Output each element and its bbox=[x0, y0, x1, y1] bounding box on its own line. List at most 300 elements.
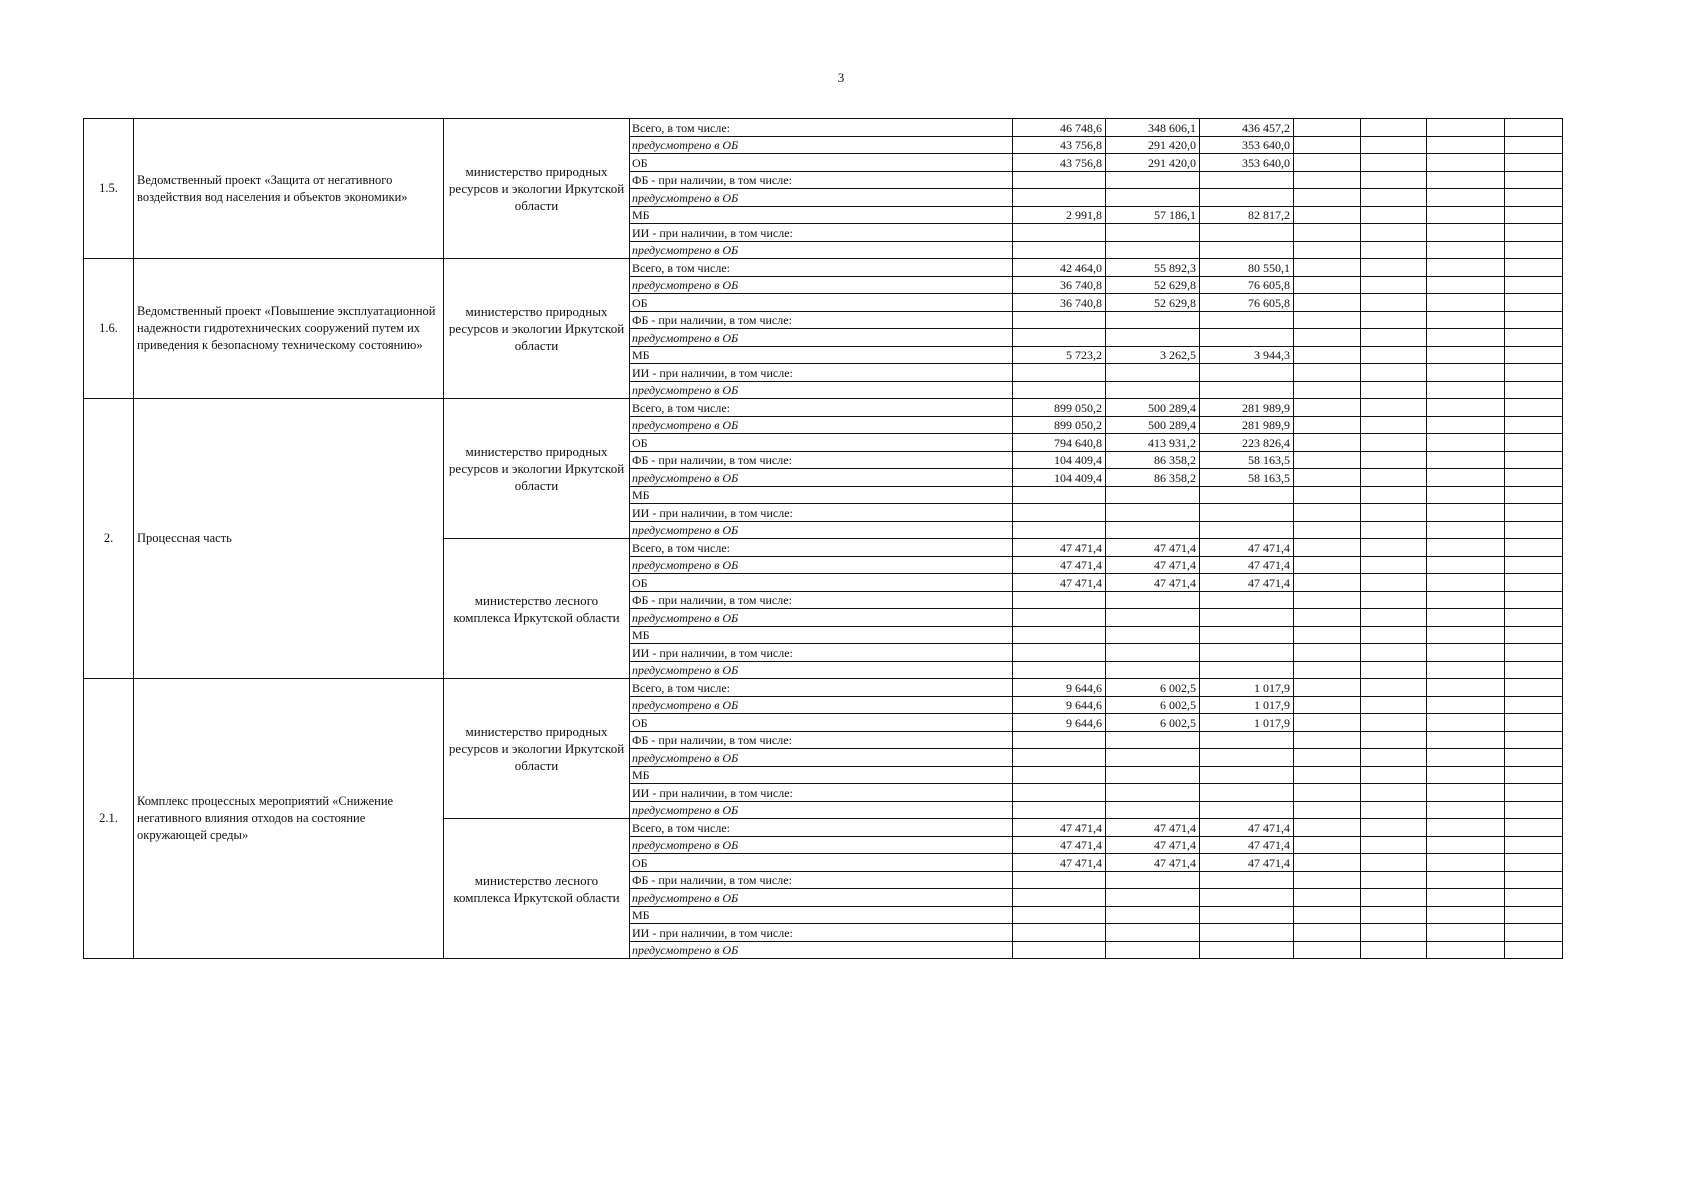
amount-cell bbox=[1294, 784, 1361, 802]
section-number: 1.6. bbox=[84, 259, 134, 399]
amount-cell: 47 471,4 bbox=[1106, 836, 1200, 854]
amount-cell: 348 606,1 bbox=[1106, 119, 1200, 137]
funding-source-label: Всего, в том числе: bbox=[630, 819, 1013, 837]
funding-source-label: предусмотрено в ОБ bbox=[630, 749, 1013, 767]
amount-cell bbox=[1106, 329, 1200, 347]
amount-cell: 76 605,8 bbox=[1200, 294, 1294, 312]
amount-cell bbox=[1013, 766, 1106, 784]
amount-cell bbox=[1294, 311, 1361, 329]
amount-cell bbox=[1294, 731, 1361, 749]
amount-cell bbox=[1505, 749, 1563, 767]
amount-cell: 47 471,4 bbox=[1013, 556, 1106, 574]
amount-cell bbox=[1505, 381, 1563, 399]
amount-cell bbox=[1294, 469, 1361, 487]
amount-cell: 5 723,2 bbox=[1013, 346, 1106, 364]
amount-cell bbox=[1427, 206, 1505, 224]
amount-cell bbox=[1361, 644, 1427, 662]
funding-source-label: ОБ bbox=[630, 154, 1013, 172]
amount-cell bbox=[1505, 626, 1563, 644]
funding-source-label: предусмотрено в ОБ bbox=[630, 521, 1013, 539]
amount-cell bbox=[1294, 329, 1361, 347]
amount-cell bbox=[1294, 521, 1361, 539]
amount-cell bbox=[1361, 906, 1427, 924]
amount-cell bbox=[1294, 346, 1361, 364]
amount-cell bbox=[1361, 819, 1427, 837]
amount-cell bbox=[1013, 801, 1106, 819]
amount-cell bbox=[1361, 206, 1427, 224]
amount-cell bbox=[1294, 451, 1361, 469]
funding-source-label: предусмотрено в ОБ bbox=[630, 189, 1013, 207]
amount-cell bbox=[1427, 924, 1505, 942]
amount-cell bbox=[1427, 329, 1505, 347]
amount-cell bbox=[1200, 731, 1294, 749]
amount-cell bbox=[1200, 749, 1294, 767]
amount-cell bbox=[1013, 171, 1106, 189]
amount-cell bbox=[1505, 591, 1563, 609]
amount-cell: 47 471,4 bbox=[1106, 539, 1200, 557]
amount-cell bbox=[1200, 609, 1294, 627]
amount-cell bbox=[1427, 224, 1505, 242]
amount-cell: 6 002,5 bbox=[1106, 679, 1200, 697]
amount-cell bbox=[1361, 854, 1427, 872]
amount-cell bbox=[1361, 434, 1427, 452]
amount-cell bbox=[1200, 941, 1294, 959]
amount-cell bbox=[1106, 171, 1200, 189]
amount-cell bbox=[1505, 766, 1563, 784]
amount-cell bbox=[1294, 486, 1361, 504]
amount-cell: 36 740,8 bbox=[1013, 294, 1106, 312]
amount-cell bbox=[1505, 276, 1563, 294]
amount-cell bbox=[1505, 469, 1563, 487]
amount-cell bbox=[1361, 241, 1427, 259]
amount-cell: 47 471,4 bbox=[1200, 836, 1294, 854]
amount-cell: 1 017,9 bbox=[1200, 679, 1294, 697]
amount-cell bbox=[1427, 609, 1505, 627]
amount-cell bbox=[1505, 556, 1563, 574]
responsible-ministry: министерство природных ресурсов и экологии Иркутской области bbox=[444, 259, 630, 399]
amount-cell: 9 644,6 bbox=[1013, 714, 1106, 732]
amount-cell bbox=[1013, 626, 1106, 644]
amount-cell: 43 756,8 bbox=[1013, 136, 1106, 154]
amount-cell bbox=[1505, 609, 1563, 627]
amount-cell bbox=[1106, 381, 1200, 399]
section-name: Ведомственный проект «Повышение эксплуатационной надежности гидротехнических сооружений путем их приведения к безопасному техническому состоянию» bbox=[134, 259, 444, 399]
amount-cell bbox=[1505, 224, 1563, 242]
amount-cell bbox=[1200, 329, 1294, 347]
amount-cell: 47 471,4 bbox=[1200, 819, 1294, 837]
amount-cell bbox=[1200, 521, 1294, 539]
table-row bbox=[84, 679, 1563, 697]
amount-cell bbox=[1200, 224, 1294, 242]
funding-source-label: ИИ - при наличии, в том числе: bbox=[630, 504, 1013, 522]
amount-cell: 52 629,8 bbox=[1106, 294, 1200, 312]
amount-cell bbox=[1294, 924, 1361, 942]
amount-cell: 82 817,2 bbox=[1200, 206, 1294, 224]
amount-cell: 55 892,3 bbox=[1106, 259, 1200, 277]
amount-cell: 47 471,4 bbox=[1200, 854, 1294, 872]
amount-cell bbox=[1505, 119, 1563, 137]
amount-cell bbox=[1427, 399, 1505, 417]
amount-cell bbox=[1013, 521, 1106, 539]
amount-cell bbox=[1427, 539, 1505, 557]
amount-cell bbox=[1294, 941, 1361, 959]
amount-cell: 794 640,8 bbox=[1013, 434, 1106, 452]
amount-cell bbox=[1200, 766, 1294, 784]
amount-cell: 291 420,0 bbox=[1106, 136, 1200, 154]
amount-cell bbox=[1294, 591, 1361, 609]
amount-cell bbox=[1200, 626, 1294, 644]
amount-cell: 500 289,4 bbox=[1106, 399, 1200, 417]
amount-cell bbox=[1361, 609, 1427, 627]
amount-cell bbox=[1361, 364, 1427, 382]
amount-cell bbox=[1361, 679, 1427, 697]
amount-cell: 58 163,5 bbox=[1200, 451, 1294, 469]
amount-cell bbox=[1427, 381, 1505, 399]
amount-cell bbox=[1013, 504, 1106, 522]
funding-source-label: ОБ bbox=[630, 294, 1013, 312]
responsible-ministry: министерство лесного комплекса Иркутской области bbox=[444, 539, 630, 679]
amount-cell bbox=[1200, 644, 1294, 662]
amount-cell: 47 471,4 bbox=[1013, 819, 1106, 837]
amount-cell bbox=[1505, 329, 1563, 347]
amount-cell bbox=[1013, 311, 1106, 329]
amount-cell bbox=[1505, 364, 1563, 382]
amount-cell bbox=[1427, 836, 1505, 854]
amount-cell bbox=[1361, 591, 1427, 609]
amount-cell bbox=[1505, 539, 1563, 557]
amount-cell bbox=[1013, 224, 1106, 242]
amount-cell: 9 644,6 bbox=[1013, 679, 1106, 697]
amount-cell bbox=[1505, 801, 1563, 819]
amount-cell bbox=[1361, 801, 1427, 819]
amount-cell bbox=[1361, 224, 1427, 242]
amount-cell bbox=[1505, 889, 1563, 907]
amount-cell bbox=[1106, 521, 1200, 539]
amount-cell bbox=[1427, 801, 1505, 819]
amount-cell bbox=[1505, 504, 1563, 522]
amount-cell bbox=[1361, 469, 1427, 487]
funding-source-label: предусмотрено в ОБ bbox=[630, 469, 1013, 487]
section-name: Комплекс процессных мероприятий «Снижение негативного влияния отходов на состояние окружающей среды» bbox=[134, 679, 444, 959]
amount-cell bbox=[1200, 171, 1294, 189]
amount-cell bbox=[1361, 836, 1427, 854]
amount-cell bbox=[1505, 521, 1563, 539]
page-number: 3 bbox=[837, 70, 845, 85]
amount-cell bbox=[1505, 854, 1563, 872]
amount-cell bbox=[1106, 731, 1200, 749]
funding-source-label: ИИ - при наличии, в том числе: bbox=[630, 924, 1013, 942]
amount-cell bbox=[1505, 346, 1563, 364]
amount-cell: 58 163,5 bbox=[1200, 469, 1294, 487]
amount-cell: 43 756,8 bbox=[1013, 154, 1106, 172]
amount-cell bbox=[1427, 871, 1505, 889]
funding-source-label: ОБ bbox=[630, 854, 1013, 872]
amount-cell bbox=[1013, 906, 1106, 924]
amount-cell bbox=[1106, 906, 1200, 924]
amount-cell bbox=[1361, 381, 1427, 399]
amount-cell bbox=[1294, 609, 1361, 627]
amount-cell: 47 471,4 bbox=[1013, 539, 1106, 557]
amount-cell bbox=[1427, 819, 1505, 837]
amount-cell bbox=[1013, 644, 1106, 662]
funding-source-label: ИИ - при наличии, в том числе: bbox=[630, 784, 1013, 802]
amount-cell: 57 186,1 bbox=[1106, 206, 1200, 224]
amount-cell bbox=[1106, 661, 1200, 679]
amount-cell: 3 262,5 bbox=[1106, 346, 1200, 364]
amount-cell bbox=[1106, 591, 1200, 609]
funding-source-label: МБ bbox=[630, 486, 1013, 504]
amount-cell: 223 826,4 bbox=[1200, 434, 1294, 452]
amount-cell bbox=[1106, 784, 1200, 802]
amount-cell bbox=[1361, 574, 1427, 592]
amount-cell bbox=[1427, 504, 1505, 522]
amount-cell bbox=[1013, 731, 1106, 749]
amount-cell bbox=[1505, 906, 1563, 924]
amount-cell bbox=[1361, 451, 1427, 469]
amount-cell: 86 358,2 bbox=[1106, 451, 1200, 469]
funding-source-label: предусмотрено в ОБ bbox=[630, 836, 1013, 854]
funding-source-label: ФБ - при наличии, в том числе: bbox=[630, 731, 1013, 749]
amount-cell bbox=[1294, 399, 1361, 417]
funding-source-label: Всего, в том числе: bbox=[630, 119, 1013, 137]
amount-cell bbox=[1427, 486, 1505, 504]
amount-cell bbox=[1505, 451, 1563, 469]
amount-cell: 6 002,5 bbox=[1106, 714, 1200, 732]
amount-cell bbox=[1505, 644, 1563, 662]
amount-cell bbox=[1361, 399, 1427, 417]
funding-source-label: МБ bbox=[630, 766, 1013, 784]
funding-source-label: ОБ bbox=[630, 574, 1013, 592]
amount-cell: 47 471,4 bbox=[1106, 574, 1200, 592]
amount-cell bbox=[1294, 766, 1361, 784]
funding-source-label: ИИ - при наличии, в том числе: bbox=[630, 644, 1013, 662]
funding-source-label: предусмотрено в ОБ bbox=[630, 661, 1013, 679]
amount-cell bbox=[1427, 591, 1505, 609]
amount-cell bbox=[1200, 486, 1294, 504]
amount-cell bbox=[1106, 801, 1200, 819]
amount-cell bbox=[1505, 714, 1563, 732]
funding-source-label: предусмотрено в ОБ bbox=[630, 329, 1013, 347]
amount-cell bbox=[1427, 189, 1505, 207]
section-number: 1.5. bbox=[84, 119, 134, 259]
amount-cell bbox=[1427, 626, 1505, 644]
amount-cell bbox=[1361, 294, 1427, 312]
amount-cell bbox=[1361, 416, 1427, 434]
amount-cell bbox=[1361, 521, 1427, 539]
amount-cell bbox=[1505, 871, 1563, 889]
amount-cell bbox=[1505, 696, 1563, 714]
amount-cell: 80 550,1 bbox=[1200, 259, 1294, 277]
amount-cell bbox=[1200, 661, 1294, 679]
amount-cell bbox=[1294, 626, 1361, 644]
amount-cell bbox=[1427, 644, 1505, 662]
amount-cell bbox=[1106, 644, 1200, 662]
amount-cell bbox=[1427, 784, 1505, 802]
amount-cell bbox=[1361, 171, 1427, 189]
amount-cell bbox=[1013, 241, 1106, 259]
financing-table bbox=[83, 118, 1563, 959]
amount-cell bbox=[1427, 259, 1505, 277]
amount-cell bbox=[1361, 486, 1427, 504]
amount-cell bbox=[1427, 854, 1505, 872]
funding-source-label: предусмотрено в ОБ bbox=[630, 241, 1013, 259]
amount-cell bbox=[1361, 311, 1427, 329]
amount-cell: 899 050,2 bbox=[1013, 416, 1106, 434]
section-number: 2. bbox=[84, 399, 134, 679]
amount-cell bbox=[1361, 329, 1427, 347]
amount-cell bbox=[1427, 364, 1505, 382]
amount-cell: 76 605,8 bbox=[1200, 276, 1294, 294]
amount-cell bbox=[1200, 924, 1294, 942]
amount-cell bbox=[1427, 119, 1505, 137]
amount-cell bbox=[1505, 171, 1563, 189]
amount-cell bbox=[1361, 154, 1427, 172]
amount-cell bbox=[1361, 346, 1427, 364]
amount-cell bbox=[1361, 784, 1427, 802]
amount-cell bbox=[1505, 731, 1563, 749]
amount-cell bbox=[1200, 889, 1294, 907]
funding-source-label: ФБ - при наличии, в том числе: bbox=[630, 311, 1013, 329]
amount-cell bbox=[1013, 661, 1106, 679]
table-body bbox=[84, 119, 1563, 959]
amount-cell bbox=[1106, 766, 1200, 784]
amount-cell bbox=[1427, 294, 1505, 312]
amount-cell bbox=[1013, 381, 1106, 399]
amount-cell bbox=[1294, 556, 1361, 574]
table-row bbox=[84, 119, 1563, 137]
amount-cell bbox=[1294, 854, 1361, 872]
amount-cell bbox=[1427, 731, 1505, 749]
amount-cell bbox=[1361, 626, 1427, 644]
amount-cell: 104 409,4 bbox=[1013, 469, 1106, 487]
amount-cell bbox=[1200, 241, 1294, 259]
amount-cell bbox=[1106, 504, 1200, 522]
amount-cell bbox=[1427, 416, 1505, 434]
amount-cell bbox=[1427, 574, 1505, 592]
amount-cell bbox=[1505, 136, 1563, 154]
amount-cell bbox=[1294, 154, 1361, 172]
amount-cell bbox=[1427, 451, 1505, 469]
amount-cell bbox=[1505, 836, 1563, 854]
table-row bbox=[84, 259, 1563, 277]
amount-cell bbox=[1427, 749, 1505, 767]
funding-source-label: предусмотрено в ОБ bbox=[630, 381, 1013, 399]
amount-cell bbox=[1106, 486, 1200, 504]
funding-source-label: ФБ - при наличии, в том числе: bbox=[630, 171, 1013, 189]
funding-source-label: ИИ - при наличии, в том числе: bbox=[630, 364, 1013, 382]
section-number: 2.1. bbox=[84, 679, 134, 959]
amount-cell bbox=[1427, 766, 1505, 784]
amount-cell bbox=[1361, 871, 1427, 889]
amount-cell bbox=[1361, 714, 1427, 732]
funding-source-label: МБ bbox=[630, 626, 1013, 644]
amount-cell bbox=[1505, 924, 1563, 942]
amount-cell bbox=[1200, 189, 1294, 207]
amount-cell bbox=[1294, 119, 1361, 137]
amount-cell bbox=[1361, 259, 1427, 277]
amount-cell bbox=[1505, 154, 1563, 172]
funding-source-label: Всего, в том числе: bbox=[630, 399, 1013, 417]
amount-cell: 3 944,3 bbox=[1200, 346, 1294, 364]
amount-cell bbox=[1361, 889, 1427, 907]
amount-cell bbox=[1106, 871, 1200, 889]
funding-source-label: Всего, в том числе: bbox=[630, 679, 1013, 697]
amount-cell bbox=[1361, 941, 1427, 959]
funding-source-label: МБ bbox=[630, 206, 1013, 224]
amount-cell bbox=[1427, 521, 1505, 539]
amount-cell: 899 050,2 bbox=[1013, 399, 1106, 417]
amount-cell bbox=[1427, 154, 1505, 172]
amount-cell bbox=[1505, 941, 1563, 959]
amount-cell bbox=[1505, 206, 1563, 224]
amount-cell bbox=[1013, 189, 1106, 207]
amount-cell bbox=[1361, 749, 1427, 767]
amount-cell bbox=[1106, 941, 1200, 959]
amount-cell bbox=[1505, 574, 1563, 592]
amount-cell: 291 420,0 bbox=[1106, 154, 1200, 172]
amount-cell bbox=[1294, 644, 1361, 662]
amount-cell: 47 471,4 bbox=[1013, 836, 1106, 854]
amount-cell bbox=[1294, 504, 1361, 522]
amount-cell bbox=[1294, 539, 1361, 557]
amount-cell bbox=[1294, 136, 1361, 154]
amount-cell bbox=[1294, 871, 1361, 889]
amount-cell bbox=[1200, 801, 1294, 819]
amount-cell bbox=[1294, 749, 1361, 767]
amount-cell bbox=[1427, 346, 1505, 364]
amount-cell: 47 471,4 bbox=[1106, 854, 1200, 872]
funding-source-label: предусмотрено в ОБ bbox=[630, 416, 1013, 434]
amount-cell: 6 002,5 bbox=[1106, 696, 1200, 714]
amount-cell bbox=[1294, 696, 1361, 714]
amount-cell: 1 017,9 bbox=[1200, 714, 1294, 732]
amount-cell bbox=[1505, 416, 1563, 434]
table-row bbox=[84, 399, 1563, 417]
amount-cell bbox=[1294, 259, 1361, 277]
amount-cell bbox=[1361, 276, 1427, 294]
funding-source-label: предусмотрено в ОБ bbox=[630, 696, 1013, 714]
amount-cell bbox=[1361, 556, 1427, 574]
responsible-ministry: министерство природных ресурсов и экологии Иркутской области bbox=[444, 119, 630, 259]
amount-cell bbox=[1427, 311, 1505, 329]
amount-cell bbox=[1294, 381, 1361, 399]
funding-source-label: предусмотрено в ОБ bbox=[630, 276, 1013, 294]
amount-cell bbox=[1427, 556, 1505, 574]
funding-source-label: предусмотрено в ОБ bbox=[630, 801, 1013, 819]
amount-cell bbox=[1294, 434, 1361, 452]
amount-cell bbox=[1361, 661, 1427, 679]
amount-cell bbox=[1106, 924, 1200, 942]
amount-cell bbox=[1106, 241, 1200, 259]
amount-cell bbox=[1013, 609, 1106, 627]
amount-cell: 36 740,8 bbox=[1013, 276, 1106, 294]
amount-cell: 86 358,2 bbox=[1106, 469, 1200, 487]
amount-cell bbox=[1200, 784, 1294, 802]
amount-cell: 47 471,4 bbox=[1200, 539, 1294, 557]
amount-cell: 1 017,9 bbox=[1200, 696, 1294, 714]
amount-cell bbox=[1200, 311, 1294, 329]
amount-cell: 353 640,0 bbox=[1200, 136, 1294, 154]
amount-cell bbox=[1294, 889, 1361, 907]
amount-cell bbox=[1200, 381, 1294, 399]
amount-cell bbox=[1427, 941, 1505, 959]
responsible-ministry: министерство природных ресурсов и экологии Иркутской области bbox=[444, 399, 630, 539]
funding-source-label: Всего, в том числе: bbox=[630, 259, 1013, 277]
amount-cell: 2 991,8 bbox=[1013, 206, 1106, 224]
amount-cell bbox=[1106, 224, 1200, 242]
amount-cell bbox=[1294, 276, 1361, 294]
funding-source-label: предусмотрено в ОБ bbox=[630, 556, 1013, 574]
